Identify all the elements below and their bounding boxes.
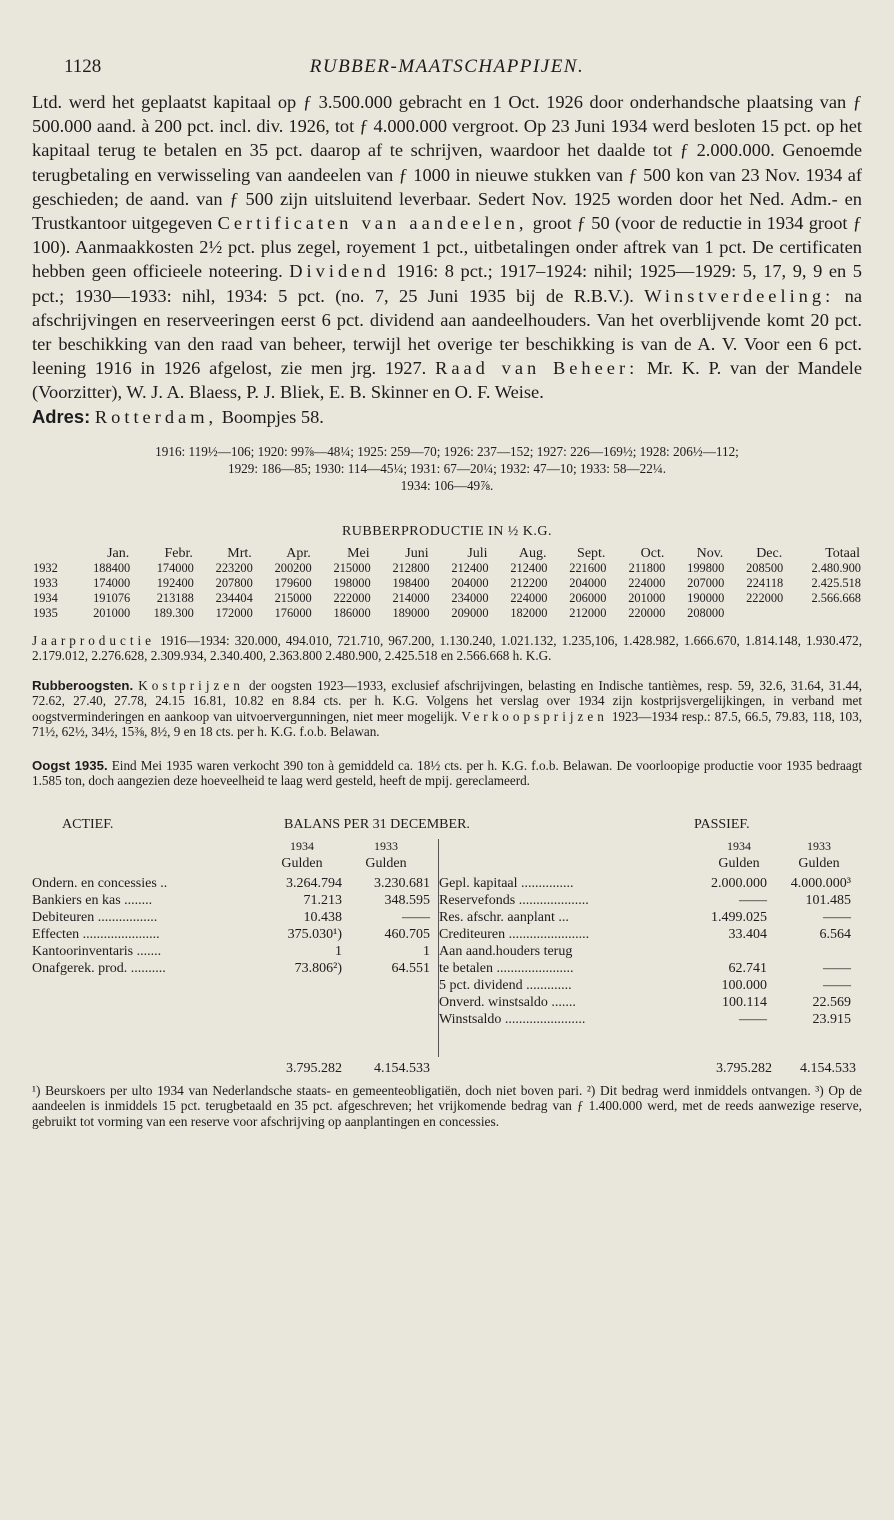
adres-city: Rotterdam, [94, 406, 218, 427]
intro-text-2: groot ƒ 50 (voor de reductie in 1934 groot ƒ 100). Aanmaakkosten 2½ pct. plus zegel, royement 1 pct., uitbetalingen onder aftrek van 1 pct. De certificaten hebben geen officieele noteering. [32, 213, 862, 282]
rubberoogsten-label: Rubberoogsten. [32, 677, 134, 693]
intro-paragraph [32, 90, 862, 405]
production-cell: 208500 [746, 560, 784, 575]
liabilities-total-1933: 4.154.533 [800, 1060, 856, 1076]
production-cell: 212400 [451, 560, 489, 575]
month-header: Aug. [518, 545, 547, 561]
production-cell: 174000 [93, 575, 131, 590]
production-cell: 191076 [93, 590, 131, 605]
production-cell: 207000 [687, 575, 725, 590]
production-cell: 201000 [628, 590, 666, 605]
month-header: Juli [467, 545, 488, 561]
assets-unit-1933: Gulden [365, 855, 407, 871]
liability-value-1934: —— [739, 892, 767, 908]
liability-value-1933: 101.485 [805, 892, 851, 908]
asset-label: Ondern. en concessies .. [32, 875, 168, 891]
liability-value-1934: —— [739, 1011, 767, 1027]
asset-value-1934: 375.030¹) [287, 926, 342, 942]
dividend-label: Dividend [289, 261, 390, 282]
month-header: Juni [405, 545, 429, 561]
passief-heading: PASSIEF. [694, 816, 750, 832]
liabilities-unit-1933: Gulden [798, 855, 840, 871]
production-cell: 192400 [156, 575, 194, 590]
asset-value-1934: 10.438 [303, 909, 342, 925]
production-cell [725, 606, 784, 621]
asset-value-1934: 73.806²) [294, 960, 342, 976]
liability-value-1934: 100.114 [722, 994, 767, 1010]
production-cell: 2.425.518 [811, 575, 861, 590]
actief-heading: ACTIEF. [62, 816, 114, 832]
asset-value-1934: 71.213 [303, 892, 342, 908]
production-cell: 234000 [451, 590, 489, 605]
liability-label: Aan aand.houders terug [439, 943, 573, 959]
asset-value-1933: —— [402, 909, 430, 925]
month-header: Sept. [577, 545, 606, 561]
production-row [32, 606, 862, 621]
production-cell: 212200 [510, 575, 548, 590]
production-cell: 172000 [215, 605, 253, 620]
production-cell: 176000 [274, 605, 312, 620]
production-cell: 222000 [746, 590, 784, 605]
production-cell: 204000 [569, 575, 607, 590]
page-header [32, 0, 862, 90]
liability-value-1934: 1.499.025 [711, 909, 767, 925]
assets-unit-1934: Gulden [281, 855, 323, 871]
certificaten-label: Certificaten van aandeelen, [217, 213, 528, 234]
production-year: 1932 [33, 560, 58, 575]
liability-value-1933: 4.000.000³ [790, 875, 851, 891]
jaarproductie-paragraph [32, 633, 862, 664]
production-cell: 224000 [628, 575, 666, 590]
raad-van-beheer-label: Raad van Beheer: [435, 358, 639, 379]
liability-value-1934: 100.000 [721, 977, 767, 993]
asset-value-1933: 3.230.681 [374, 875, 430, 891]
production-cell: 215000 [333, 560, 371, 575]
price-range-line-1: 1916: 119½—106; 1920: 99⅞—48¼; 1925: 259—70; 1926: 237—152; 1927: 226—169½; 1928: 206½—112; [155, 443, 739, 459]
production-cell: 190000 [687, 590, 725, 605]
liability-value-1933: —— [823, 977, 851, 993]
month-header: Apr. [286, 545, 311, 561]
adres-label: Adres: [32, 405, 91, 427]
production-year: 1935 [33, 605, 58, 620]
production-cell: 189.300 [153, 605, 194, 620]
production-cell: 221600 [569, 560, 607, 575]
liability-label: 5 pct. dividend ............. [439, 977, 572, 993]
production-row [32, 591, 862, 606]
production-cell: 214000 [392, 590, 430, 605]
jaarproductie-text: 1916—1934: 320.000, 494.010, 721.710, 967.200, 1.130.240, 1.021.132, 1.235,106, 1.428.982, 1.666.670, 1.814.148, 1.930.472, 2.179.012, 2.276.628, 2.309.934, 2.340.400, 2.363.800 2.480.900, 2.425.518 en 2.566.668 h. K.G. [32, 632, 862, 664]
production-cell: 211800 [628, 560, 666, 575]
production-cell: 182000 [510, 605, 548, 620]
asset-value-1934: 1 [335, 943, 342, 959]
balance-title: BALANS PER 31 DECEMBER. [284, 816, 470, 832]
month-header: Febr. [164, 545, 193, 561]
production-cell: 2.480.900 [811, 560, 861, 575]
asset-value-1933: 1 [423, 943, 430, 959]
production-cell: 208000 [687, 605, 725, 620]
production-cell: 215000 [274, 590, 312, 605]
liabilities-unit-1934: Gulden [718, 855, 760, 871]
production-cell: 209000 [451, 605, 489, 620]
production-cell [784, 606, 862, 621]
month-header: Nov. [696, 545, 724, 561]
production-cell: 212800 [392, 560, 430, 575]
month-header: Mrt. [227, 545, 252, 561]
liability-label: Gepl. kapitaal ............... [439, 875, 574, 891]
month-header: Mei [347, 545, 370, 561]
production-cell: 222000 [333, 590, 371, 605]
month-header: Oct. [640, 545, 665, 561]
liability-value-1933: 23.915 [812, 1011, 851, 1027]
liability-value-1934: 2.000.000 [711, 875, 767, 891]
production-cell: 198400 [392, 575, 430, 590]
production-header-year [32, 546, 72, 561]
liability-label: Winstsaldo ....................... [439, 1011, 586, 1027]
production-cell: 213188 [156, 590, 194, 605]
oogst-1935-paragraph [32, 758, 862, 789]
asset-value-1934: 3.264.794 [286, 875, 342, 891]
liability-label: Res. afschr. aanplant ... [439, 909, 569, 925]
production-body [32, 561, 862, 621]
month-header: Jan. [107, 545, 130, 561]
intro-text-4: na afschrijvingen en reserveeringen eerst 6 pct. dividend aan aandeelhouders. Van het overblijvende komt 20 pct. ter beschikking van den raad van beheer, terwijl het overige ter beschikking is van de A. V. Voor een 6 pct. leening 1916 in 1926 afgelost, zie men jrg. 1927. [32, 285, 862, 379]
production-cell: 206000 [569, 590, 607, 605]
assets-year-1934: 1934 [290, 838, 314, 853]
page-number: 1128 [64, 56, 102, 77]
total-header: Totaal [825, 545, 860, 561]
intro-text-1: Ltd. werd het geplaatst kapitaal op ƒ 3.500.000 gebracht en 1 Oct. 1926 door onderhandsche plaatsing van ƒ 500.000 aand. à 200 pct. incl. div. 1926, tot ƒ 4.000.000 vergroot. Op 23 Juni 1934 werd besloten 15 pct. op het kapitaal terug te betalen en 35 pct. daarop af te schrijven, waardoor het daalde tot ƒ 2.000.000. Genoemde terugbetaling en verwisseling van aandeelen van ƒ 1000 in nieuwe stukken van ƒ 500 kon van 23 Nov. 1934 af geschieden; de aand. van ƒ 500 zijn uitsluitend leverbaar. Sedert Nov. 1925 worden door het Ned. Adm.- en Trustkantoor uitgegeven [32, 92, 862, 234]
address-line [32, 405, 862, 429]
production-cell: 188400 [93, 560, 131, 575]
asset-label: Kantoorinventaris ....... [32, 943, 162, 959]
production-cell: 212000 [569, 605, 607, 620]
production-cell: 199800 [687, 560, 725, 575]
production-cell: 2.566.668 [811, 590, 861, 605]
production-cell: 174000 [156, 560, 194, 575]
production-cell: 200200 [274, 560, 312, 575]
liability-value-1934: 62.741 [728, 960, 767, 976]
production-row [32, 561, 862, 576]
liabilities-column [438, 839, 862, 1057]
liabilities-year-1933: 1933 [807, 838, 831, 853]
asset-label: Onafgerek. prod. .......... [32, 960, 166, 976]
assets-year-1933: 1933 [374, 838, 398, 853]
production-cell: 186000 [333, 605, 371, 620]
production-cell: 234404 [215, 590, 253, 605]
liability-value-1933: —— [823, 909, 851, 925]
production-cell: 224118 [746, 575, 784, 590]
balance-sheet [32, 817, 862, 1083]
price-range-line-3: 1934: 106—49⅞. [400, 477, 494, 493]
production-row [32, 576, 862, 591]
asset-value-1933: 64.551 [391, 960, 430, 976]
production-cell: 207800 [215, 575, 253, 590]
price-range-block [32, 443, 862, 494]
liabilities-year-1934: 1934 [727, 838, 751, 853]
production-cell: 198000 [333, 575, 371, 590]
production-cell: 220000 [628, 605, 666, 620]
asset-value-1933: 460.705 [384, 926, 430, 942]
production-cell: 204000 [451, 575, 489, 590]
production-cell: 212400 [510, 560, 548, 575]
liability-value-1933: —— [823, 960, 851, 976]
verkoopsprijzen-label: Verkoopsprijzen [461, 708, 608, 724]
production-cell: 179600 [274, 575, 312, 590]
production-year: 1933 [33, 575, 58, 590]
production-table-title: RUBBERPRODUCTIE IN ½ K.G. [341, 523, 553, 539]
production-cell: 189000 [392, 605, 430, 620]
footnotes: ¹) Beurskoers per ulto 1934 van Nederlandsche staats- en gemeenteobligatiën, doch niet boven pari. ²) Dit bedrag werd inmiddels ontvangen. ³) Op de aandeelen is inmiddels 15 pct. terugbetaald en 35 pct. afgeschreven; het vrijkomende bedrag van ƒ 1.400.000 werd, met de reeds aanwezige reserve, gebruikt tot vorming van een reserve voor afschrijving op aanplantingen en concessies. [32, 1082, 862, 1129]
running-title: RUBBER-MAATSCHAPPIJEN. [309, 56, 585, 77]
kostprijzen-text: der oogsten 1923—1933, exclusief afschrijvingen, belasting en Indische tantièmes, resp. 59, 32.6, 31.64, 31.44, 72.62, 27.40, 27.78, 24.15 16.81, 10.82 en 8.84 cts. per h. K.G. Volgens het verslag over 1934 zijn kostprijsvergelijkingen, in verband met oogstverminderingen en aankoop van uitvoervergunningen, niet meer mogelijk. [32, 677, 862, 724]
month-header: Dec. [756, 545, 783, 561]
balance-header [32, 817, 862, 839]
production-cell: 223200 [215, 560, 253, 575]
asset-label: Debiteuren ................. [32, 909, 158, 925]
intro-text-5: Mr. K. P. van der Mandele (Voorzitter), W. J. A. Blaess, P. J. Bliek, E. B. Skinner en O. F. Weise. [32, 358, 863, 403]
winstverdeeling-label: Winstverdeeling: [644, 285, 835, 306]
production-header-row [32, 546, 862, 561]
production-cell: 201000 [93, 605, 131, 620]
assets-total-1933: 4.154.533 [374, 1060, 430, 1076]
asset-value-1933: 348.595 [384, 892, 430, 908]
rubberoogsten-paragraph [32, 678, 862, 740]
balance-totals [32, 1061, 862, 1079]
liability-value-1934: 33.404 [728, 926, 767, 942]
intro-text-3: 1916: 8 pct.; 1917–1924: nihil; 1925—1929: 5, 17, 9, 9 en 5 pct.; 1930—1933: nihl, 1934: 5 pct. (no. 7, 25 Juni 1935 bij de R.B.V.). [32, 261, 862, 306]
liability-value-1933: 6.564 [819, 926, 851, 942]
price-range-line-2: 1929: 186—85; 1930: 114—45¼; 1931: 67—20¼; 1932: 47—10; 1933: 58—22¼. [227, 460, 666, 476]
jaarproductie-label: Jaarproductie [32, 632, 156, 648]
liability-label: Crediteuren ....................... [439, 926, 590, 942]
asset-label: Effecten ...................... [32, 926, 160, 942]
kostprijzen-label: Kostprijzen [138, 677, 244, 693]
production-year: 1934 [33, 590, 58, 605]
verkoopsprijzen-text: 1923—1934 resp.: 87.5, 66.5, 79.83, 118, 103, 71½, 62½, 34½, 15⅜, 8½, 9 en 18 cts. per h. K.G. f.o.b. Belawan. [32, 708, 863, 740]
oogst-1935-text: Eind Mei 1935 waren verkocht 390 ton à gemiddeld ca. 18½ cts. per h. K.G. f.o.b. Belawan. De voorloopige productie voor 1935 bedraagt 1.585 ton, doch aangezien deze hoeveelheid te laag werd gesteld, heeft de mpij. gereclameerd. [32, 757, 862, 789]
liability-label: Reservefonds .................... [439, 892, 589, 908]
liability-value-1933: 22.569 [812, 994, 851, 1010]
production-cell: 224000 [510, 590, 548, 605]
asset-label: Bankiers en kas ........ [32, 892, 153, 908]
adres-street: Boompjes 58. [221, 406, 324, 427]
liabilities-total-1934: 3.795.282 [716, 1060, 772, 1076]
oogst-1935-label: Oogst 1935. [32, 757, 108, 773]
liability-label: Onverd. winstsaldo ....... [439, 994, 576, 1010]
assets-total-1934: 3.795.282 [286, 1060, 342, 1076]
production-table [32, 546, 862, 621]
liability-label: te betalen ...................... [439, 960, 574, 976]
